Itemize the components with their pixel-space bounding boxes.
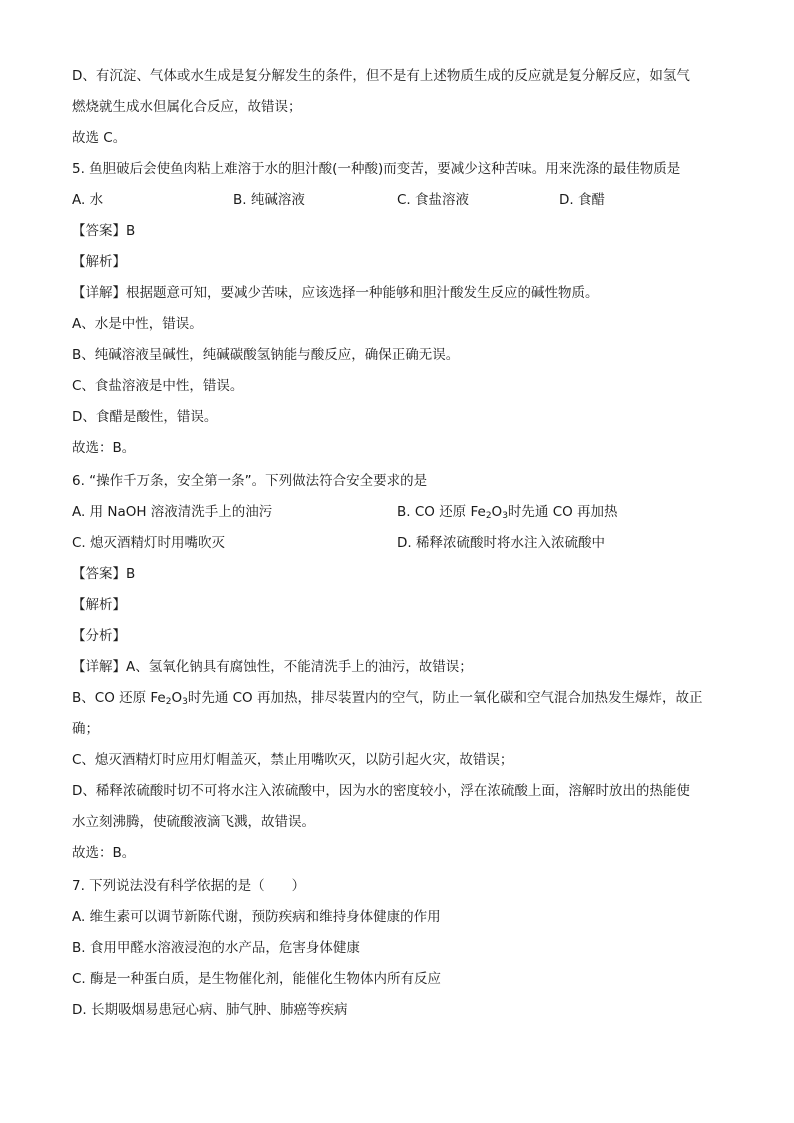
prev-option-d-line1: D、有沉淀、气体或水生成是复分解发生的条件，但不是有上述物质生成的反应就是复分解反应，如氢气 xyxy=(72,68,690,84)
prev-choose: 故选 C。 xyxy=(72,130,127,146)
q6-fenxi-label: 【分析】 xyxy=(72,628,126,644)
q5-options xyxy=(72,190,732,210)
q6-stem: 6. “操作千万条，安全第一条”。下列做法符合安全要求的是 xyxy=(72,473,428,489)
q5-answer: 【答案】B xyxy=(72,223,136,239)
q5-option-d: D. 食醋 xyxy=(559,192,605,208)
q6-explain-c: C、熄灭酒精灯时应用灯帽盖灭，禁止用嘴吹灭，以防引起火灾，故错误； xyxy=(72,752,514,768)
q6-option-a: A. 用 NaOH 溶液清洗手上的油污 xyxy=(72,504,273,520)
q6-detail: 【详解】A、氢氧化钠具有腐蚀性，不能清洗手上的油污，故错误； xyxy=(72,659,473,675)
q6-choose: 故选：B。 xyxy=(72,845,136,861)
q5-option-b: B. 纯碱溶液 xyxy=(233,192,305,208)
q5-option-a: A. 水 xyxy=(72,192,104,208)
q7-stem: 7. 下列说法没有科学依据的是（ ） xyxy=(72,878,306,894)
q6-option-d: D. 稀释浓硫酸时将水注入浓硫酸中 xyxy=(397,535,605,551)
q6-explain-d-line2: 水立刻沸腾，使硫酸液滴飞溅，故错误。 xyxy=(72,814,315,830)
q6-options-row1 xyxy=(72,502,732,522)
q6-option-c: C. 熄灭酒精灯时用嘴吹灭 xyxy=(72,535,226,551)
q5-explain-d: D、食醋是酸性，错误。 xyxy=(72,409,218,425)
q7-option-d: D. 长期吸烟易患冠心病、肺气肿、肺癌等疾病 xyxy=(72,1002,348,1018)
q6-options-row2 xyxy=(72,533,732,553)
q5-explain-b: B、纯碱溶液呈碱性，纯碱碳酸氢钠能与酸反应，确保正确无误。 xyxy=(72,347,460,363)
q7-option-b: B. 食用甲醛水溶液浸泡的水产品，危害身体健康 xyxy=(72,940,360,956)
q5-choose: 故选：B。 xyxy=(72,440,136,456)
q6-option-b: B. CO 还原 $Fe_2O_3$时先通 CO 再加热 xyxy=(397,504,618,521)
q5-stem: 5. 鱼胆破后会使鱼肉粘上难溶于水的胆汁酸(一种酸)而变苦，要减少这种苦味。用来洗涤的最佳物质是 xyxy=(72,161,681,177)
prev-option-d-line2: 燃烧就生成水但属化合反应，故错误； xyxy=(72,99,302,115)
q6-explain-b-line2: 确； xyxy=(72,721,99,737)
q6-explain-b-line1: B、CO 还原 $Fe_2O_3$时先通 CO 再加热，排尽装置内的空气，防止一氧化碳和空气混合加热发生爆炸，故正 xyxy=(72,690,703,707)
q5-detail: 【详解】根据题意可知，要减少苦味，应该选择一种能够和胆汁酸发生反应的碱性物质。 xyxy=(72,285,599,301)
q5-explain-a: A、水是中性，错误。 xyxy=(72,316,203,332)
q5-option-c: C. 食盐溶液 xyxy=(397,192,470,208)
q5-analysis-label: 【解析】 xyxy=(72,254,126,270)
q6-analysis-label: 【解析】 xyxy=(72,597,126,613)
q6-explain-d-line1: D、稀释浓硫酸时切不可将水注入浓硫酸中，因为水的密度较小，浮在浓硫酸上面，溶解时放出的热能使 xyxy=(72,783,690,799)
q7-option-c: C. 酶是一种蛋白质，是生物催化剂，能催化生物体内所有反应 xyxy=(72,971,442,987)
q5-explain-c: C、食盐溶液是中性，错误。 xyxy=(72,378,244,394)
q7-option-a: A. 维生素可以调节新陈代谢，预防疾病和维持身体健康的作用 xyxy=(72,909,441,925)
q6-answer: 【答案】B xyxy=(72,566,136,582)
